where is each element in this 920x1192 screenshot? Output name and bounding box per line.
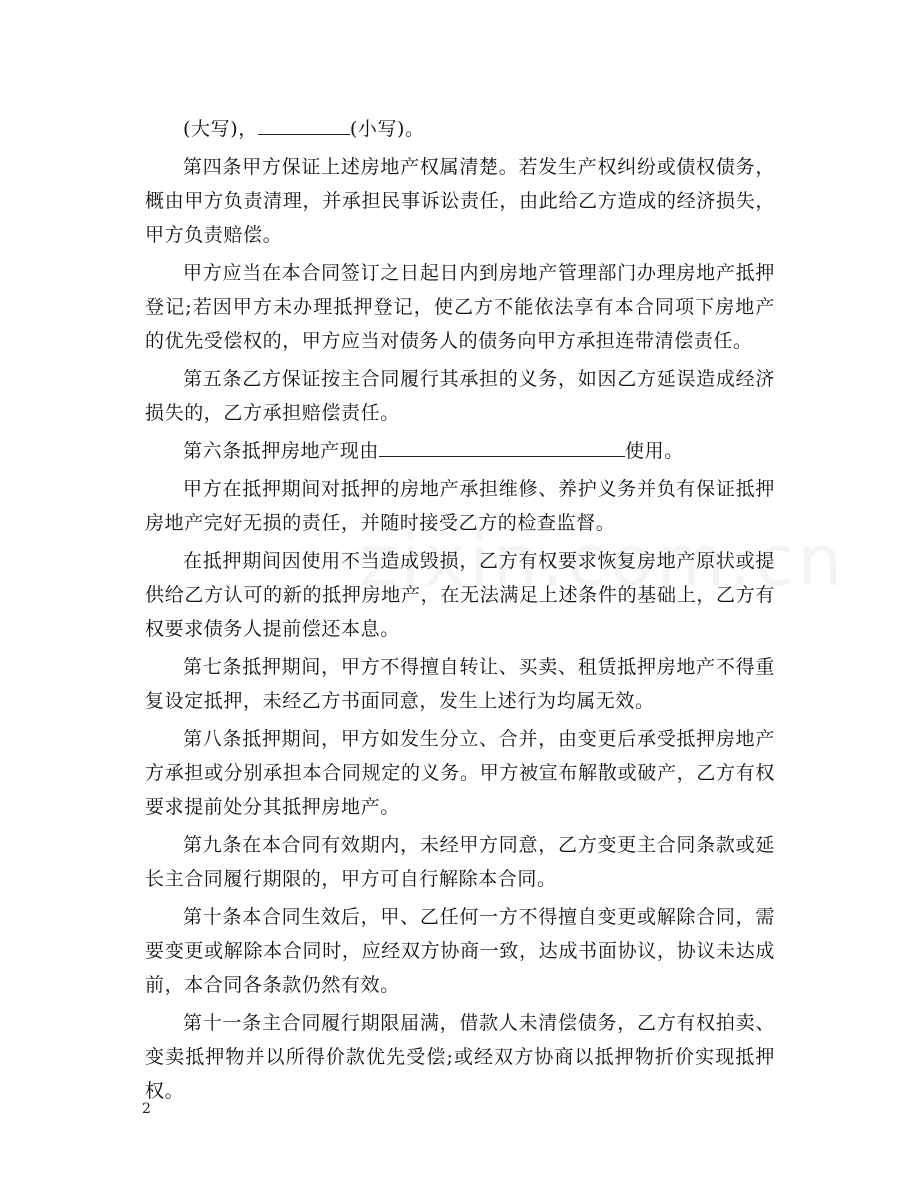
paragraph-maintenance: 甲方在抵押期间对抵押的房地产承担维修、养护义务并负有保证抵押房地产完好无损的责任，并随时接受乙方的检查监督。 — [145, 478, 775, 534]
paragraph-article-5: 第五条乙方保证按主合同履行其承担的义务，如因乙方延误造成经济损失的，乙方承担赔偿责任。 — [145, 368, 775, 424]
amount-uppercase-label: (大写)， — [183, 118, 258, 140]
paragraph-article-8: 第八条抵押期间，甲方如发生分立、合并，由变更后承受抵押房地产方承担或分别承担本合同规定的义务。甲方被宣布解散或破产，乙方有权要求提前处分其抵押房地产。 — [145, 728, 775, 818]
paragraph-article-11: 第十一条主合同履行期限届满，借款人未清偿债务，乙方有权拍卖、变卖抵押物并以所得价款优先受偿;或经双方协商以抵押物折价实现抵押权。 — [145, 1012, 775, 1102]
paragraph-article-9: 第九条在本合同有效期内，未经甲方同意，乙方变更主合同条款或延长主合同履行期限的，甲方可自行解除本合同。 — [145, 834, 775, 890]
paragraph-article-6 — [145, 434, 775, 468]
paragraph-damage: 在抵押期间因使用不当造成毁损，乙方有权要求恢复房地产原状或提供给乙方认可的新的抵押房地产，在无法满足上述条件的基础上，乙方有权要求债务人提前偿还本息。 — [145, 550, 775, 640]
paragraph-article-4: 第四条甲方保证上述房地产权属清楚。若发生产权纠纷或债权债务，概由甲方负责清理，并承担民事诉讼责任，由此给乙方造成的经济损失，甲方负责赔偿。 — [145, 156, 775, 246]
document-body — [145, 112, 775, 1112]
paragraph-article-10: 第十条本合同生效后，甲、乙任何一方不得擅自变更或解除合同，需要变更或解除本合同时，应经双方协商一致，达成书面协议，协议未达成前，本合同各条款仍然有效。 — [145, 906, 775, 996]
paragraph-amount — [145, 112, 775, 146]
article-6-lead: 第六条抵押房地产现由 — [183, 440, 380, 462]
paragraph-registration: 甲方应当在本合同签订之日起日内到房地产管理部门办理房地产抵押登记;若因甲方未办理抵押登记，使乙方不能依法享有本合同项下房地产的优先受偿权的，甲方应当对债务人的债务向甲方承担连带清偿责任。 — [145, 262, 775, 352]
user-blank — [379, 436, 625, 457]
amount-lowercase-label: (小写)。 — [349, 118, 425, 140]
paragraph-article-7: 第七条抵押期间，甲方不得擅自转让、买卖、租赁抵押房地产不得重复设定抵押，未经乙方书面同意，发生上述行为均属无效。 — [145, 656, 775, 712]
article-6-tail: 使用。 — [625, 440, 684, 462]
amount-blank — [258, 114, 350, 135]
page-number: 2 — [142, 1101, 151, 1117]
